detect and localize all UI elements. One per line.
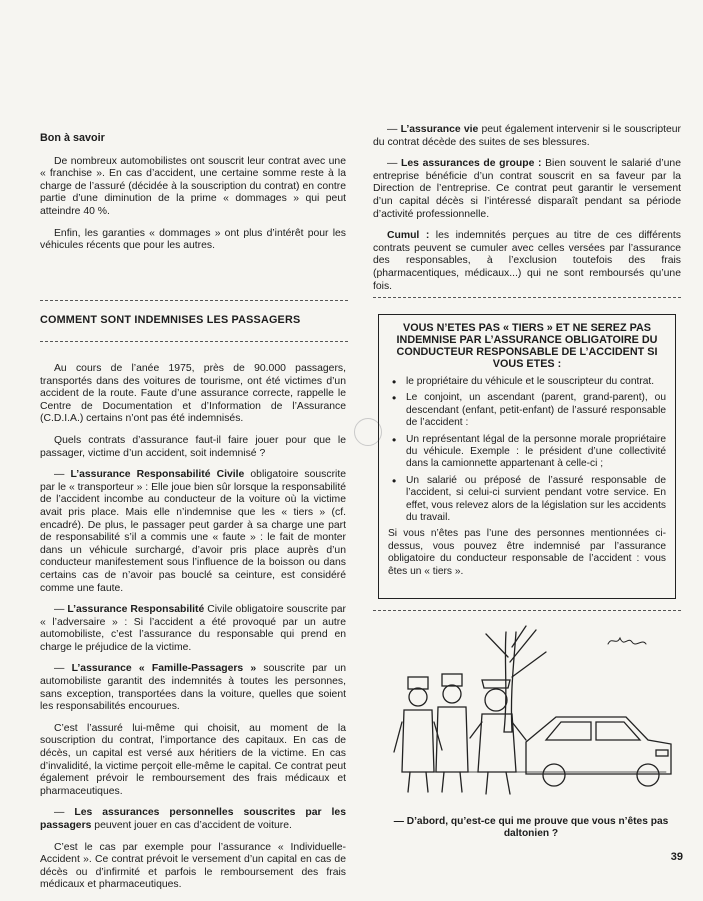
life-insurance-paragraph [373,124,681,149]
bold-term: L’assurance « Famille-Passagers » [71,663,257,675]
passengers-article [40,363,346,901]
article-paragraph [40,807,346,832]
dash: — [54,604,68,616]
divider [373,610,681,611]
cartoon-illustration [386,622,676,812]
box-list-item: • Le conjoint, un ascendant (parent, grand-parent), ou descendant (enfant, petit-enfant) de l’assuré responsable de l’accident : [388,392,666,429]
group-insurance-paragraph [373,158,681,221]
article-paragraph: Quels contrats d’assurance faut-il faire jouer pour que le passager, victime d’un accident, soit indemnisé ? [40,434,346,459]
page-number: 39 [670,851,683,863]
tip-block [40,132,346,262]
section-heading: COMMENT SONT INDEMNISES LES PASSAGERS [40,314,301,326]
dash: — [54,663,72,675]
dash: — [387,158,402,170]
box-list-item: • Un salarié ou préposé de l’assuré responsable de l’accident, si celui-ci survient pendant votre service. En effet, vous relevez alors de la législation sur les accidents du travail. [388,475,666,525]
divider [40,300,348,301]
box-list-item: • Un représentant légal de la personne morale propriétaire du véhicule. Exemple : le président d’une collectivité dans la camionnette appartenant à celle-ci ; [388,434,666,471]
bold-term: Cumul : [387,230,430,242]
box-conclusion: Si vous n’êtes pas l’une des personnes mentionnées ci-dessus, vous pouvez être indemnisé par l’assurance obligatoire du conducteur responsable de l’accident : vous êtes un « tiers ». [388,528,666,577]
paragraph-text: obligatoire souscrite par le « transporteur » : Elle joue bien sûr lorsque la responsabilité de l’accident incombe au conducteur de la voiture où la victime avait pris place. Mais elle n’indemnise que les « tiers » (cf. encadré). De plus, le passager peut garder à sa charge une part de responsabilité s’il a commis une « faute » : le fait de monter dans un véhicule surchargé, d’avoir pris place auprès d’un conducteur manifestement sous l’influence de la boisson ou dans certains cas de n’avoir pas bouclé sa ceinture, est considéré comme une faute. [40,469,346,594]
tip-paragraph: Enfin, les garanties « dommages » ont plus d’intérêt pour les véhicules récents que pour les autres. [40,227,346,252]
box-list-item: • le propriétaire du véhicule et le souscripteur du contrat. [388,376,666,388]
article-paragraph: Au cours de l’anée 1975, près de 90.000 passagers, transportés dans des voitures de tourisme, ont été victimes d’un accident de la route. Faute d’une assurance correcte, rappelle le Centre de Documentation et d’Information de l’Assurance (C.D.I.A.) certains n’ont pas été indemnisés. [40,363,346,425]
bold-term: L’assurance vie [400,124,479,135]
bold-term: Les assurances personnelles souscrites par les passagers [40,807,346,831]
article-paragraph: C’est le cas par exemple pour l’assurance « Individuelle-Accident ». Ce contrat prévoit le versement d’un capital en cas de décès ou d’infirmité et parfois le remboursement des frais médicaux et pharmaceutiques. [40,841,346,891]
bold-term: L’assurance Responsabilité [67,604,205,616]
third-party-box [378,314,676,599]
paragraph-text: peut également intervenir si le souscripteur du contrat décède des suites de ses blessures. [373,124,682,148]
tip-title: Bon à savoir [40,132,105,144]
dash: — [54,469,71,481]
box-list [388,376,666,524]
article-paragraph [40,663,346,713]
box-title: VOUS N’ETES PAS « TIERS » ET NE SEREZ PAS INDEMNISE PAR L’ASSURANCE OBLIGATOIRE DU CONDUCTEUR RESPONSABLE DE L’ACCIDENT SI VOUS ETES : [396,322,658,370]
cumul-paragraph [373,230,681,293]
dash: — [54,807,75,819]
divider [40,341,348,342]
dash: — [387,124,401,135]
paragraph-text: les indemnités perçues au titre de ces différents contrats peuvent se cumuler avec celles versées par l’assurance des responsables, à l’exclusion toutefois des frais (pharmacentiques, médicaux...) qui ne sont remboursés qu’une fois. [373,230,682,292]
paragraph-text: peuvent jouer en cas d’accident de voiture. [91,820,292,831]
divider [373,297,681,298]
article-paragraph [40,604,346,654]
article-paragraph: C’est l’assuré lui-même qui choisit, au moment de la souscription du contrat, l’importance des capitaux. En cas de décès, un capital est versé aux héritiers de la victime. En cas d’invalidité, la victime perçoit elle-même le capital. Ce contrat peut également prévoir le remboursement des frais médicaux et pharmaceutiques. [40,722,346,797]
paragraph-text: Civile obligatoire souscrite par « l’adversaire » : Si l’accident a été provoqué par un autre automobiliste, c’est l’assurance du responsable qui prend en charge le préjudice de la victime. [40,604,346,653]
cartoon-caption: — D’abord, qu’est-ce qui me prouve que vous n’êtes pas daltonien ? [393,816,669,839]
bold-term: L’assurance Responsabilité Civile [70,469,245,481]
paragraph-text: souscrite par un automobiliste garantit des indemnités à toutes les personnes, sans exception, transportées dans la voiture, quelles que soient les responsabilités encourues. [40,663,347,713]
insurance-continued [373,124,681,302]
bold-term: Les assurances de groupe : [401,158,542,170]
tip-paragraph: De nombreux automobilistes ont souscrit leur contrat avec une « franchise ». En cas d’accident, une certaine somme reste à la charge de l’assuré (décidée à la souscription du contrat) en contre partie d’une diminution de la prime « dommages » qui peut atteindre 40 %. [40,155,346,217]
paragraph-text: Bien souvent le salarié d’une entreprise bénéficie d’un contrat souscrit en sa faveur par la Direction de l’entreprise. Ce contrat peut garantir le versement d’un capital décès si l’intéressé disparaît pendant sa période d’activité professionnelle. [373,158,681,220]
article-paragraph [40,469,346,595]
